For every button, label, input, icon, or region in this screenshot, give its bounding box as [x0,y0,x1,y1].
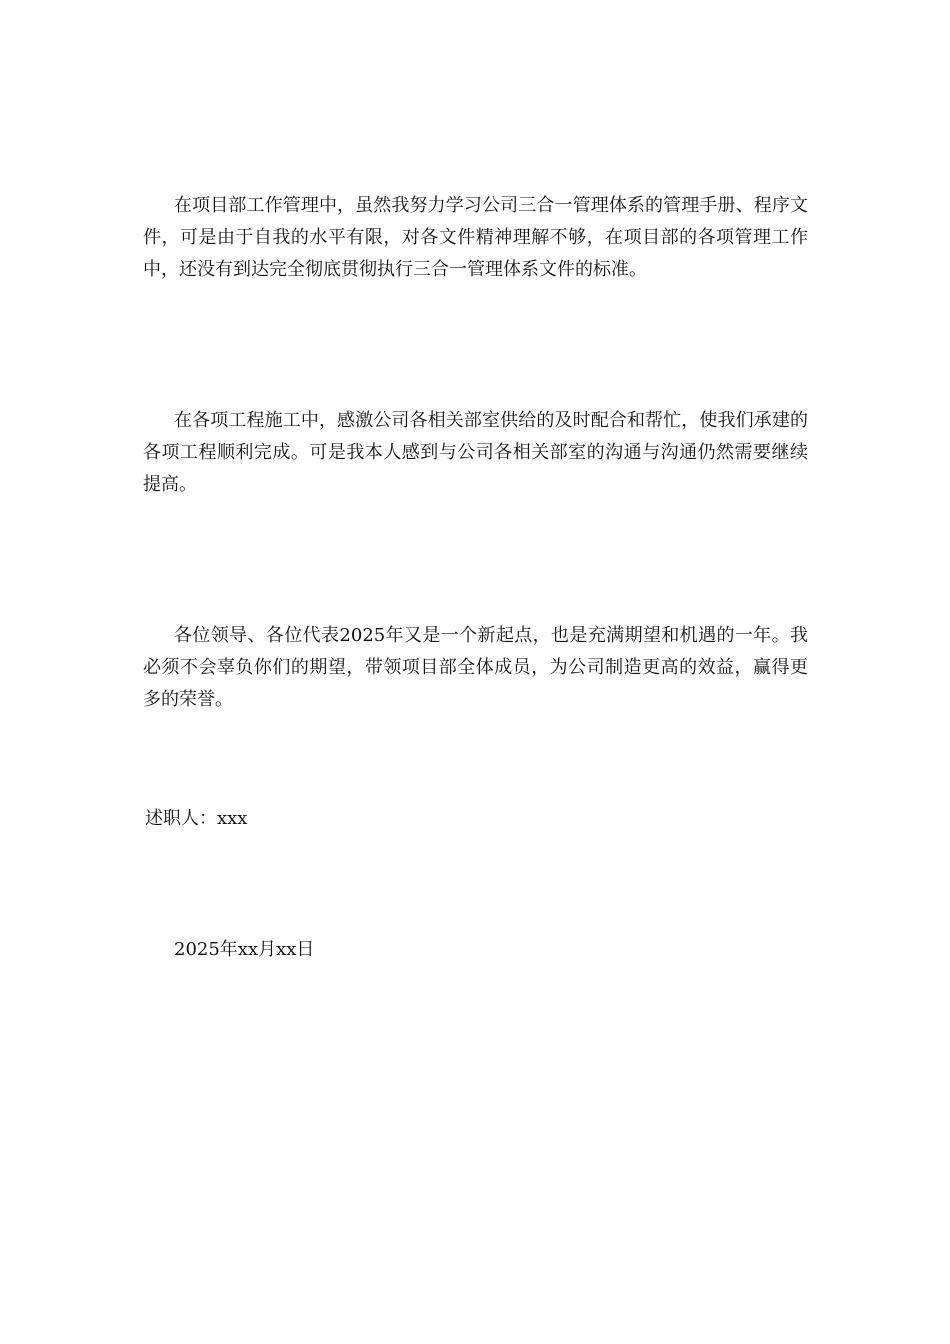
paragraph-spacer [143,835,808,934]
paragraph-outlook: 各位领导、各位代表2025年又是一个新起点，也是充满期望和机遇的一年。我必须不会辜负你们的期望，带领项目部全体成员，为公司制造更高的效益，赢得更多的荣誉。 [143,625,808,710]
document-body [143,190,808,966]
paragraph-spacer [143,501,808,620]
paragraph-management: 在项目部工作管理中，虽然我努力学习公司三合一管理体系的管理手册、程序文件，可是由于自我的水平有限，对各文件精神理解不够，在项目部的各项管理工作中，还没有到达完全彻底贯彻执行三合一管理体系文件的标准。 [143,195,808,280]
paragraph-spacer [143,286,808,405]
paragraph-cooperation: 在各项工程施工中，感激公司各相关部室供给的及时配合和帮忙，使我们承建的各项工程顺利完成。可是我本人感到与公司各相关部室的沟通与沟通仍然需要继续提高。 [143,410,808,495]
date-line: 2025年xx月xx日 [174,939,315,960]
paragraph-spacer [143,716,808,803]
signature-line: 述职人：xxx [145,808,248,829]
